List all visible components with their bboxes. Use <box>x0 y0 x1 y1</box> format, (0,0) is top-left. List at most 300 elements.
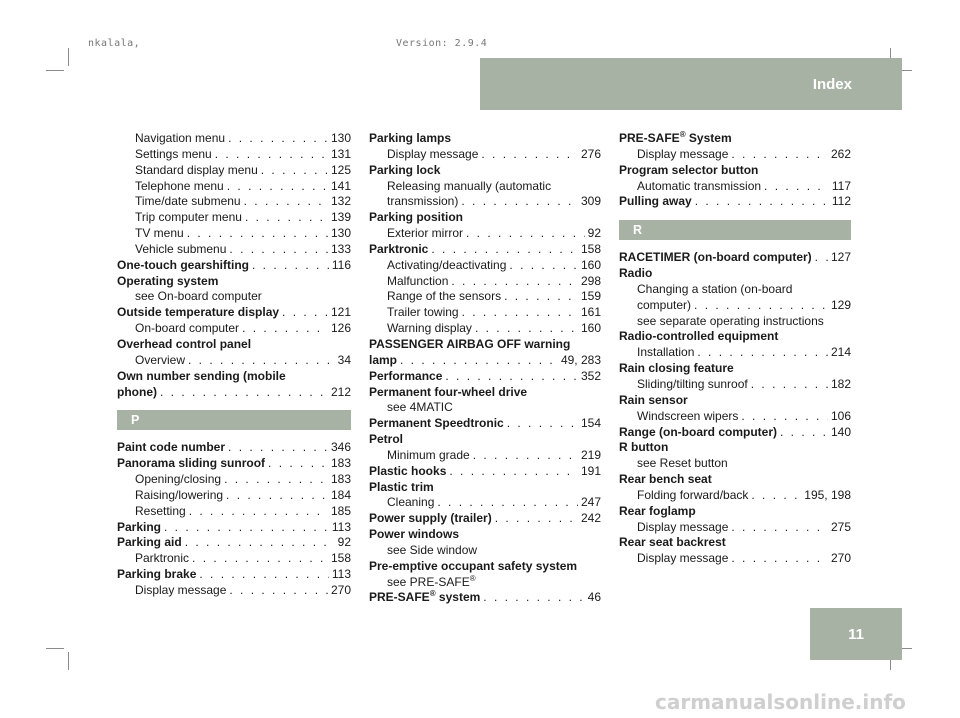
entry-label <box>117 456 265 472</box>
entry-label <box>387 289 501 305</box>
page-ref: 195, 198 <box>804 487 851 502</box>
leader-dots <box>697 345 828 361</box>
leader-dots <box>451 274 578 290</box>
entry-text: Parking lock <box>369 162 441 177</box>
index-subentry <box>619 488 851 504</box>
index-tab-label: Index <box>812 75 852 93</box>
page-ref: 117 <box>831 178 851 193</box>
leader-dots <box>187 226 328 242</box>
leader-dots <box>215 147 328 163</box>
entry-label <box>619 163 758 179</box>
entry-label <box>619 131 732 147</box>
entry-label <box>387 194 458 210</box>
entry-text: TV menu <box>135 226 184 241</box>
index-entry <box>117 305 351 321</box>
entry-label <box>369 353 397 369</box>
index-subentry <box>369 448 601 464</box>
entry-text: Automatic transmission <box>637 178 762 193</box>
leader-dots <box>731 520 828 536</box>
entry-label <box>135 551 189 567</box>
entry-text: lamp <box>369 352 398 367</box>
leader-dots <box>189 504 328 520</box>
entry-label <box>135 353 185 369</box>
leader-dots <box>400 353 558 369</box>
index-entry <box>369 432 601 448</box>
entry-label <box>135 583 226 599</box>
index-entry <box>369 416 601 432</box>
index-entry <box>117 520 351 536</box>
index-subentry <box>117 194 351 210</box>
entry-label <box>369 369 442 385</box>
leader-dots <box>437 495 578 511</box>
entry-label <box>387 448 470 464</box>
index-subentry <box>117 583 351 599</box>
entry-label <box>117 520 161 536</box>
page-ref: 346 <box>330 440 351 455</box>
entry-text: Radio <box>619 266 653 281</box>
leader-dots <box>431 242 578 258</box>
entry-label <box>369 590 480 606</box>
leader-dots <box>185 535 335 551</box>
leader-dots <box>228 131 328 147</box>
page-ref: 46 <box>587 590 601 605</box>
entry-label <box>369 416 504 432</box>
page-ref: 262 <box>830 146 851 161</box>
index-entry <box>369 337 601 353</box>
entry-text: Activating/deactivating <box>387 257 507 272</box>
leader-dots <box>504 289 578 305</box>
index-subentry <box>369 305 601 321</box>
entry-label <box>387 226 463 242</box>
entry-label <box>369 559 577 575</box>
index-entry <box>117 567 351 583</box>
entry-text: transmission) <box>387 194 459 209</box>
entry-text: Settings menu <box>135 146 212 161</box>
index-subentry <box>619 147 851 163</box>
entry-text: Display message <box>387 146 479 161</box>
page-ref: 116 <box>331 257 351 272</box>
leader-dots <box>227 179 328 195</box>
entry-label <box>369 527 459 543</box>
page-ref: 275 <box>830 519 851 534</box>
index-entry <box>117 535 351 551</box>
entry-text: Changing a station (on-board <box>637 281 793 296</box>
header-author: nkalala, <box>88 38 141 49</box>
page-ref: 184 <box>330 487 351 502</box>
leader-dots <box>282 305 328 321</box>
index-entry <box>619 194 851 210</box>
page-ref: 242 <box>580 511 601 526</box>
index-subentry <box>369 543 601 559</box>
index-entry <box>369 163 601 179</box>
leader-dots <box>461 194 578 210</box>
index-column-2 <box>369 131 601 606</box>
entry-text: Power supply (trailer) <box>369 511 492 526</box>
entry-label <box>619 250 812 266</box>
page-ref: 160 <box>580 257 601 272</box>
index-subentry <box>369 194 601 210</box>
index-entry <box>369 590 601 606</box>
entry-label <box>387 575 476 591</box>
index-entry <box>117 274 351 290</box>
entry-text: PRE-SAFE <box>369 590 430 605</box>
entry-label <box>387 305 459 321</box>
page-ref: 185 <box>330 503 351 518</box>
page-ref: 121 <box>330 305 351 320</box>
index-subentry <box>619 377 851 393</box>
page-ref: 270 <box>330 582 351 597</box>
index-entry <box>117 456 351 472</box>
entry-label <box>135 242 226 258</box>
entry-text: Plastic hooks <box>369 463 447 478</box>
index-column-3 <box>619 131 851 567</box>
entry-label <box>619 194 692 210</box>
entry-label <box>637 488 748 504</box>
index-subentry <box>369 400 601 416</box>
leader-dots <box>731 147 828 163</box>
page-ref: 219 <box>580 447 601 462</box>
leader-dots <box>475 321 578 337</box>
index-subentry <box>117 179 351 195</box>
entry-label <box>637 409 738 425</box>
index-entry <box>369 464 601 480</box>
index-entry <box>619 425 851 441</box>
entry-label <box>387 274 448 290</box>
page-ref: 34 <box>337 352 351 367</box>
entry-text: Parktronic <box>135 551 190 566</box>
entry-label <box>135 147 212 163</box>
index-subentry <box>369 575 601 591</box>
entry-text: Outside temperature display <box>117 305 280 320</box>
page-ref: 160 <box>580 321 601 336</box>
crop-mark <box>46 70 64 71</box>
page-ref: 309 <box>580 194 601 209</box>
entry-text: Installation <box>637 345 695 360</box>
entry-text: see separate operating instructions <box>637 313 824 328</box>
entry-label <box>637 551 728 567</box>
entry-text: RACETIMER (on-board computer) <box>619 250 812 265</box>
crop-mark <box>68 48 69 66</box>
crop-mark <box>46 648 64 649</box>
leader-dots <box>731 551 828 567</box>
entry-label <box>387 321 472 337</box>
leader-dots <box>445 369 578 385</box>
entry-text: Parking <box>117 519 162 534</box>
page-number-tab <box>810 608 902 660</box>
leader-dots <box>252 258 329 274</box>
leader-dots <box>229 242 328 258</box>
entry-text: Range of the sensors <box>387 289 502 304</box>
leader-dots <box>199 567 328 583</box>
page-ref: 141 <box>330 178 351 193</box>
entry-label <box>637 456 728 472</box>
index-entry <box>369 385 601 401</box>
entry-label <box>117 258 249 274</box>
index-subentry <box>369 226 601 242</box>
entry-label <box>117 274 218 290</box>
entry-text: Parking aid <box>117 535 182 550</box>
index-subentry <box>369 147 601 163</box>
index-entry <box>117 369 351 385</box>
entry-text: Opening/closing <box>135 472 222 487</box>
entry-text: PASSENGER AIRBAG OFF warning <box>369 336 571 351</box>
index-entry <box>619 440 851 456</box>
page-ref: 106 <box>830 408 851 423</box>
entry-label <box>637 314 824 330</box>
registered-mark: ® <box>679 130 686 139</box>
index-subentry <box>369 321 601 337</box>
page-ref: 113 <box>331 519 351 534</box>
entry-label <box>117 369 286 385</box>
entry-text: Panorama sliding sunroof <box>117 456 266 471</box>
page-ref: 298 <box>580 273 601 288</box>
entry-text: Display message <box>135 582 227 597</box>
page-ref: 129 <box>830 297 851 312</box>
entry-label <box>135 163 258 179</box>
index-tab <box>480 58 902 110</box>
entry-label <box>369 131 451 147</box>
index-subentry <box>117 551 351 567</box>
entry-text: Parking position <box>369 210 464 225</box>
entry-text: Rear bench seat <box>619 472 712 487</box>
index-entry <box>369 242 601 258</box>
leader-dots <box>507 416 578 432</box>
page-ref: 191 <box>580 463 601 478</box>
entry-label <box>135 321 239 337</box>
entry-text: Range (on-board computer) <box>619 424 777 439</box>
entry-text: Trailer towing <box>387 305 459 320</box>
registered-mark: ® <box>429 589 436 599</box>
page-ref: 130 <box>330 226 351 241</box>
index-entry <box>619 361 851 377</box>
entry-label <box>637 298 691 314</box>
entry-text: Radio-controlled equipment <box>619 329 779 344</box>
entry-text: Releasing manually (automatic <box>387 178 552 193</box>
entry-text: see 4MATIC <box>387 400 453 415</box>
entry-label <box>369 464 446 480</box>
entry-label <box>135 194 241 210</box>
index-entry <box>369 210 601 226</box>
index-subentry <box>117 242 351 258</box>
entry-text: Overview <box>135 352 186 367</box>
index-entry <box>369 369 601 385</box>
leader-dots <box>449 464 578 480</box>
index-subentry <box>619 314 851 330</box>
index-entry <box>369 511 601 527</box>
index-subentry <box>619 409 851 425</box>
entry-label <box>619 535 726 551</box>
leader-dots <box>261 163 328 179</box>
leader-dots <box>695 194 829 210</box>
entry-text: Display message <box>637 519 729 534</box>
entry-label <box>369 511 492 527</box>
leader-dots <box>509 258 578 274</box>
page-ref: 92 <box>587 226 601 241</box>
entry-label <box>387 147 478 163</box>
entry-label <box>387 543 477 559</box>
index-entry <box>619 504 851 520</box>
index-entry <box>619 131 851 147</box>
entry-text: Pulling away <box>619 194 692 209</box>
leader-dots <box>481 147 578 163</box>
index-entry <box>369 353 601 369</box>
entry-text: R button <box>619 440 669 455</box>
entry-label <box>135 226 184 242</box>
entry-text: One-touch gearshifting <box>117 257 249 272</box>
index-subentry <box>117 131 351 147</box>
entry-text: Paint code number <box>117 440 226 455</box>
entry-text: Time/date submenu <box>135 194 241 209</box>
entry-text: Own number sending (mobile <box>117 368 286 383</box>
index-entry <box>619 163 851 179</box>
index-entry <box>619 250 851 266</box>
entry-label <box>387 179 551 195</box>
index-entry <box>619 472 851 488</box>
entry-label <box>619 329 778 345</box>
entry-label <box>637 179 761 195</box>
leader-dots <box>466 226 585 242</box>
index-subentry <box>117 210 351 226</box>
page-ref: 212 <box>330 384 351 399</box>
index-subentry <box>369 258 601 274</box>
entry-label <box>637 282 792 298</box>
index-subentry <box>369 495 601 511</box>
page-ref: 158 <box>330 551 351 566</box>
page-ref: 113 <box>331 567 351 582</box>
entry-label <box>637 377 748 393</box>
entry-text: Pre-emptive occupant safety system <box>369 558 578 573</box>
leader-dots <box>483 590 584 606</box>
index-entry <box>619 329 851 345</box>
leader-dots <box>160 385 328 401</box>
entry-label <box>117 440 225 456</box>
crop-mark <box>68 652 69 670</box>
index-subentry <box>117 226 351 242</box>
entry-text: Parking lamps <box>369 131 452 145</box>
page-ref: 276 <box>580 146 601 161</box>
page-ref: 92 <box>337 535 351 550</box>
leader-dots <box>751 377 828 393</box>
entry-text: Windscreen wipers <box>637 408 739 423</box>
entry-label <box>619 361 734 377</box>
index-subentry <box>369 289 601 305</box>
page-ref: 140 <box>830 424 851 439</box>
entry-text: Vehicle submenu <box>135 241 227 256</box>
index-subentry <box>117 504 351 520</box>
entry-label <box>369 385 527 401</box>
index-entry <box>369 480 601 496</box>
page-ref: 126 <box>330 321 351 336</box>
leader-dots <box>242 321 328 337</box>
leader-dots <box>229 583 328 599</box>
entry-text: see Reset button <box>637 456 728 471</box>
entry-text: Rear seat backrest <box>619 535 726 550</box>
entry-label <box>387 258 506 274</box>
page-ref: 161 <box>580 305 601 320</box>
entry-label <box>117 535 182 551</box>
page-ref: 183 <box>330 472 351 487</box>
page-ref: 133 <box>330 241 351 256</box>
entry-text: Exterior mirror <box>387 226 464 241</box>
index-entry <box>117 440 351 456</box>
entry-text: Operating system <box>117 273 219 288</box>
index-subentry <box>619 282 851 298</box>
entry-label <box>369 210 463 226</box>
entry-label <box>619 393 688 409</box>
index-entry <box>369 527 601 543</box>
entry-label <box>387 400 453 416</box>
page-ref: 132 <box>330 194 351 209</box>
page-ref: 49, 283 <box>560 352 601 367</box>
entry-text: Permanent four-wheel drive <box>369 384 528 399</box>
index-entry <box>619 393 851 409</box>
entry-label <box>637 147 728 163</box>
page-number: 11 <box>848 625 864 643</box>
page-ref: 125 <box>330 162 351 177</box>
leader-dots <box>188 353 335 369</box>
entry-text: Cleaning <box>387 495 435 510</box>
leader-dots <box>226 488 328 504</box>
entry-text: Petrol <box>369 432 404 447</box>
entry-text: Display message <box>637 146 729 161</box>
index-subentry <box>117 472 351 488</box>
registered-mark: ® <box>469 573 476 583</box>
entry-text: Program selector button <box>619 162 759 177</box>
page-ref: 112 <box>831 194 851 209</box>
index-entry <box>619 535 851 551</box>
entry-label <box>117 305 279 321</box>
entry-label <box>135 289 262 305</box>
leader-dots <box>741 409 828 425</box>
entry-text: Malfunction <box>387 273 449 288</box>
entry-text: Trip computer menu <box>135 210 242 225</box>
entry-text: Rain closing feature <box>619 361 734 376</box>
entry-text: see PRE-SAFE <box>387 574 470 589</box>
entry-label <box>619 472 712 488</box>
entry-text: Permanent Speedtronic <box>369 416 504 431</box>
entry-text: Performance <box>369 368 443 383</box>
entry-text: Navigation menu <box>135 131 226 145</box>
leader-dots <box>473 448 578 464</box>
entry-label <box>619 266 652 282</box>
entry-label <box>619 425 777 441</box>
index-entry <box>369 131 601 147</box>
page-ref: 154 <box>580 416 601 431</box>
entry-label <box>117 385 157 401</box>
page-ref: 127 <box>830 250 851 265</box>
leader-dots <box>815 250 828 266</box>
page-ref: 159 <box>580 289 601 304</box>
entry-text: Folding forward/back <box>637 487 749 502</box>
index-subentry <box>117 163 351 179</box>
page-ref: 270 <box>830 551 851 566</box>
page-ref: 158 <box>580 241 601 256</box>
entry-text: On-board computer <box>135 321 240 336</box>
entry-text: Standard display menu <box>135 162 258 177</box>
index-subentry <box>619 520 851 536</box>
index-subentry <box>117 353 351 369</box>
index-subentry <box>619 345 851 361</box>
index-subentry <box>619 456 851 472</box>
section-header: R <box>619 220 851 240</box>
entry-text: Minimum grade <box>387 447 470 462</box>
leader-dots <box>764 179 829 195</box>
entry-text: phone) <box>117 384 157 399</box>
entry-label <box>637 345 694 361</box>
entry-label <box>117 567 196 583</box>
entry-text: see Side window <box>387 542 478 557</box>
page-ref: 352 <box>580 368 601 383</box>
